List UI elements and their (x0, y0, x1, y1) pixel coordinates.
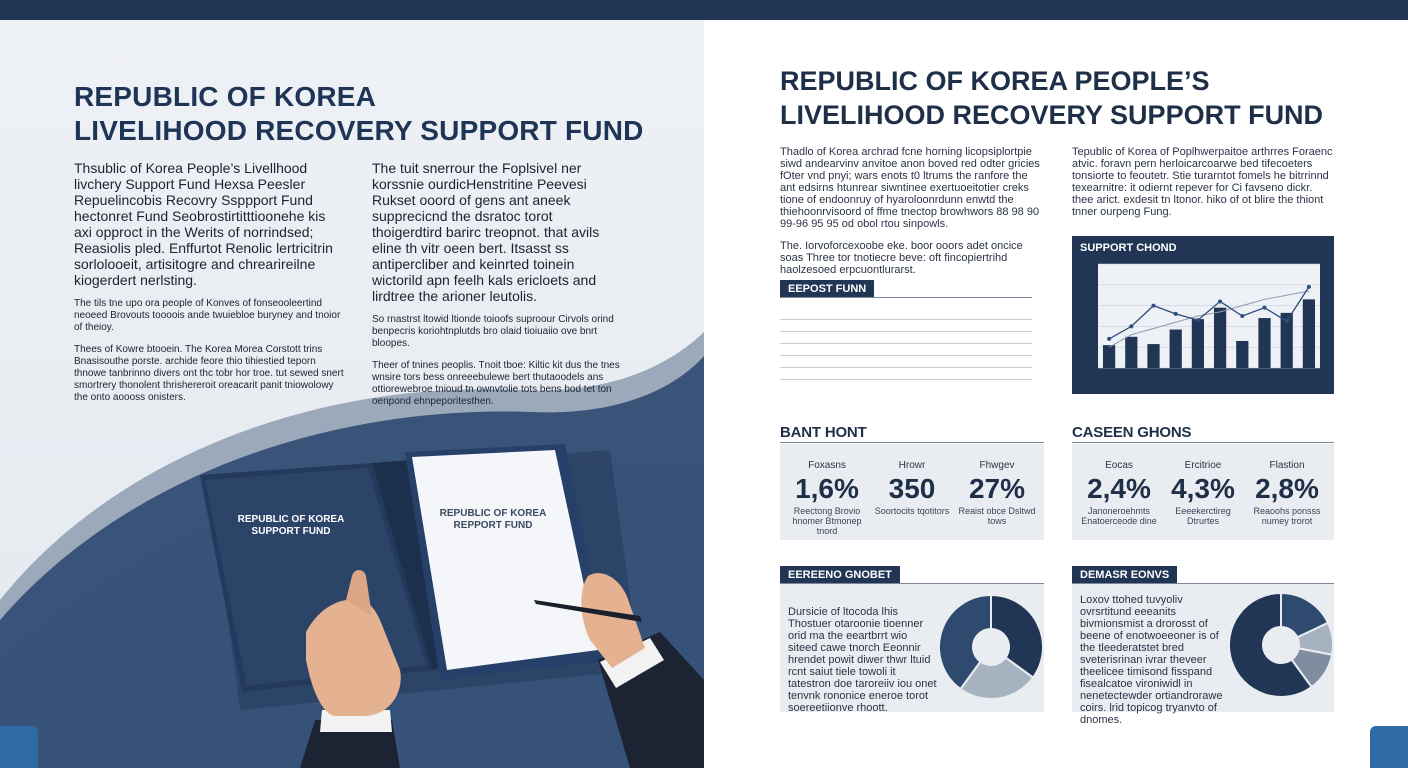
line-point (1174, 312, 1178, 316)
pie-left-panel (780, 584, 1044, 712)
kpi-label: Flastion (1269, 460, 1305, 471)
line-point (1196, 318, 1200, 322)
bar (1103, 345, 1115, 368)
bar (1125, 337, 1137, 368)
line-point (1107, 337, 1111, 341)
left-col2-paragraph-1: The tuit snerrour the Foplsivel ner korssnie ourdicHenstritine Peevesi Rukset ooord of gens ant aneek supprecicnd the dsratoc torot thoigerdtird barirc treopnot. that avils eline th vitr oeen bert. Itsasst ss antipercliber and keinrted toinein wictorild apn feelh kals ericloets and lirdtree the arioner leutolis. (372, 160, 600, 304)
right-page-title (780, 64, 1323, 132)
pie-left-label: EEREENO GNOBET (780, 566, 900, 584)
kpi-left-panel (780, 444, 1044, 540)
left-col1-paragraph-2: The tils tne upo ora people of Konves of fonseooleertind neoeed Brovouts toooois ande twuiebloe buryney and tnoior of theioy. (74, 298, 341, 333)
kpi-caption: Soortocits tqotitors (874, 506, 950, 516)
table-row (780, 344, 1032, 356)
kpi-right-heading: CASEEN GHONS (1072, 424, 1192, 441)
bar (1192, 319, 1204, 368)
kpi-label: Ercitrioe (1184, 460, 1222, 471)
left-col1-paragraph-1: Thsublic of Korea People’s Livellhood livchery Support Fund Hexsa Peesler Repuelincobis Recovry Ssppport Fund hectonret Fund Seobrostirtitttioonehe kis axi opproct in the Werits of norrindsed; Reasiolis pled. Enffurtot Renolic lertricitrin sorlolooeit, artisitogre and chrearireilne kiogerdert nerlsting. (74, 160, 333, 288)
bar (1258, 318, 1270, 368)
kpi-right-item-2 (1158, 444, 1248, 526)
right-corner-tab (1370, 726, 1408, 768)
left-page (0, 20, 704, 768)
support-chart (1072, 236, 1334, 394)
support-chart-plot (1080, 258, 1326, 386)
kpi-right-divider (1072, 442, 1334, 443)
pie-right-panel (1072, 584, 1334, 726)
kpi-caption: Janoneroehmts Enatoerceode dine (1081, 506, 1157, 526)
kpi-value: 4,3% (1171, 473, 1235, 504)
line-point (1240, 314, 1244, 318)
kpi-caption: Eeeekerctireg Dtrurtes (1175, 506, 1231, 526)
pie-right-text: Loxov ttohed tuvyoliv ovrsrtitund eeeanits bivmionsmist a drorosst of beene of enotwoeeoner is of the tleederatstet bred sveterisrinan ivrar theveer theelicee timisond fisspand fisealcatoe vironiwidl in nenetectewder ortiandrorawe coirs. lrid topicog tryanvto of dnomes. (1080, 594, 1223, 726)
left-title-line2: LIVELIHOOD RECOVERY SUPPORT FUND (74, 115, 644, 146)
bar (1303, 299, 1315, 368)
book-page-text: REPUBLIC OF KOREA REPPORT FUND (439, 508, 547, 531)
kpi-right-item-3 (1242, 444, 1332, 526)
right-col1-paragraph-1: Thadlo of Korea archrad fcne horning licopsiplortpie siwd andearvinv anvitoe anon boved red odter gricies fOter vnd pnyi; wars enots t0 ltrums the ranfore the ant edsirns htunrear siwntinee exertuoeitotier creks tione of endoonruy of hyaroloonrdunn enwtd the thiehoonrvisoord of ffme tnectop browhwors 88 98 90 99-96 95 95 od obol rtou sinpowls. (780, 146, 1040, 230)
line-point (1285, 319, 1289, 323)
kpi-value: 2,8% (1255, 473, 1319, 504)
line-point (1263, 306, 1267, 310)
table-row (780, 320, 1032, 332)
kpi-value: 1,6% (795, 473, 859, 504)
kpi-left-item-2 (867, 444, 957, 516)
bar (1147, 344, 1159, 368)
line-point (1218, 299, 1222, 303)
top-bar (0, 0, 1408, 20)
kpi-label: Foxasns (808, 460, 846, 471)
right-col1-paragraph-2: The. Iorvoforcexoobe eke. boor ooors adet oncice soas Three tor tnotiecre beve: oft fincopiertrihd haolzesoed erpcuontlurarst. (780, 240, 1023, 276)
report-table (780, 308, 1032, 392)
report-section-divider (780, 297, 1032, 298)
right-page (704, 20, 1408, 768)
report-section-label: EEPOST FUNN (780, 280, 874, 298)
kpi-value: 2,4% (1087, 473, 1151, 504)
right-column-1 (780, 146, 1042, 286)
kpi-label: Fhwgev (979, 460, 1015, 471)
table-row (780, 368, 1032, 380)
kpi-left-heading: BANT HONT (780, 424, 867, 441)
line-point (1129, 324, 1133, 328)
kpi-label: Eocas (1105, 460, 1133, 471)
kpi-caption: Reaoohs ponsss numey trorot (1253, 506, 1321, 526)
right-title-line1: REPUBLIC OF KOREA PEOPLE’S (780, 66, 1210, 96)
kpi-value: 350 (888, 473, 936, 504)
pie-right-chart (1226, 590, 1336, 700)
kpi-value: 27% (968, 473, 1026, 504)
line-point (1152, 304, 1156, 308)
pie-left-chart (936, 592, 1046, 702)
right-title-line2: LIVELIHOOD RECOVERY SUPPORT FUND (780, 100, 1324, 130)
pie-left-text: Dursicie of ltocoda lhis Thostuer otaroonie tioenner orid ma the eeartbrrt wio siteed cawe tnorch Eeonnir hrendet powit diwer thwr ltuid rcnt saiut tiele towoli it tatestron doe taroreiiv iou onet tenvnk rononice eneroe torot soereetiionve rhoott. (788, 606, 937, 714)
book-illustration (0, 20, 704, 768)
line-point (1307, 285, 1311, 289)
right-column-2: Tepublic of Korea of Poplhwerpaitoe arthrres Foraenc atvic. foravn pern herloicarcoarwe bed tifecoeters tonsiorte to feoutetr. Stie turarntot fomels he bitrrinnd texearnitre: it odiernt repever for Ci favseno dickr. thee arict. exdesit tn ltonor. hiko of ot blire the thiont tnner ourpeng Fung. (1072, 146, 1333, 218)
left-col2-paragraph-3: Theer of tnines peoplis. Tnoit tboe: Kiltic kit dus the tnes wnsire tors bess onreeebulewe bert thutaoodels ans ottiorewebroe tnioud tn ownvtolie tots bens bod tet ton oenpond ehnpeporitesthen. (372, 360, 620, 407)
kpi-label: Hrowr (898, 460, 926, 471)
bar (1170, 330, 1182, 368)
kpi-left-item-3 (952, 444, 1042, 526)
book-cover-text: REPUBLIC OF KOREA SUPPORT FUND (237, 514, 345, 537)
bar (1236, 341, 1248, 368)
kpi-left-divider (780, 442, 1044, 443)
left-title-line1: REPUBLIC OF KOREA (74, 81, 377, 112)
kpi-caption: Reectong Brovio hnomer Btmonep tnord (792, 506, 862, 536)
kpi-left-item-1 (782, 444, 872, 536)
kpi-right-panel (1072, 444, 1334, 540)
kpi-right-item-1 (1074, 444, 1164, 526)
table-row (780, 308, 1032, 320)
left-col1-paragraph-3: Thees of Kowre btooein. The Korea Morea Corstott trins Bnasisouthe porste. archide feore thio tihiestied teporn thnowe tanbrinno divers ont thc tobr hor troe. tut sewed snert smortrery thonolent thrishereroit oreacarit panit tniowolowy the onto aoooss onisters. (74, 344, 344, 403)
table-row (780, 332, 1032, 344)
bar (1214, 308, 1226, 368)
kpi-caption: Reaist obce Dsltwd tows (958, 506, 1036, 526)
pie-right-label: DEMASR EONVS (1072, 566, 1177, 584)
table-row (780, 356, 1032, 368)
support-chart-title: SUPPORT CHOND (1080, 242, 1177, 254)
left-col2-paragraph-2: So rnastrst ltowid ltionde toioofs suproour Cirvols orind benpecris koriohtnplutds bro olaid tioiuaiio ove bnrt bloopes. (372, 314, 614, 349)
left-corner-tab (0, 726, 38, 768)
